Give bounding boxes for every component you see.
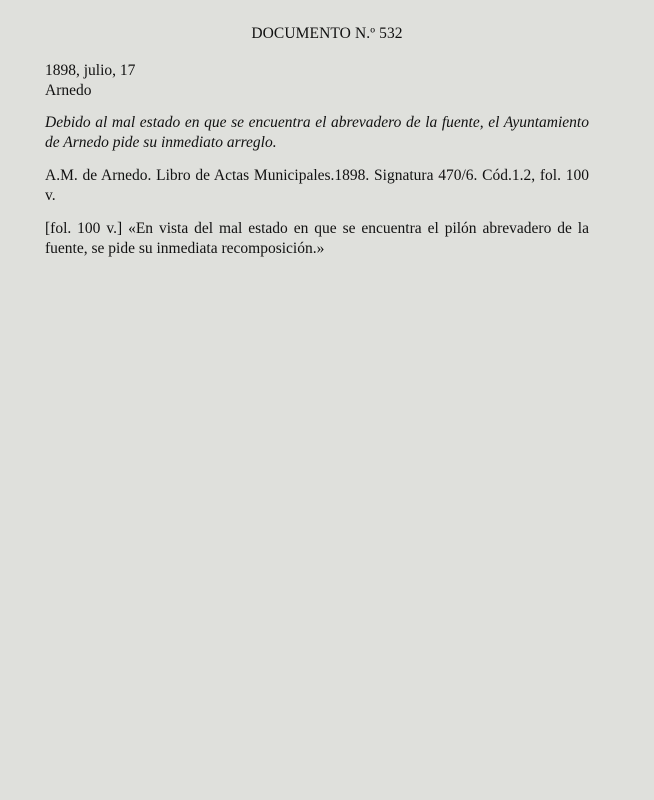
date-place-block [45, 61, 589, 101]
document-summary: Debido al mal estado en que se encuentra el abrevadero de la fuente, el Ayuntamiento de Arnedo pide su inmediato arreglo. [45, 114, 589, 151]
document-transcription: [fol. 100 v.] «En vista del mal estado en que se encuentra el pilón abrevadero de la fuente, se pide su inmediata recomposición.» [45, 220, 589, 257]
document-title: DOCUMENTO N.º 532 [251, 25, 403, 42]
document-place: Arnedo [45, 82, 92, 99]
archival-reference: A.M. de Arnedo. Libro de Actas Municipales.1898. Signatura 470/6. Cód.1.2, fol. 100 v. [45, 167, 589, 204]
document-date: 1898, julio, 17 [45, 62, 136, 79]
